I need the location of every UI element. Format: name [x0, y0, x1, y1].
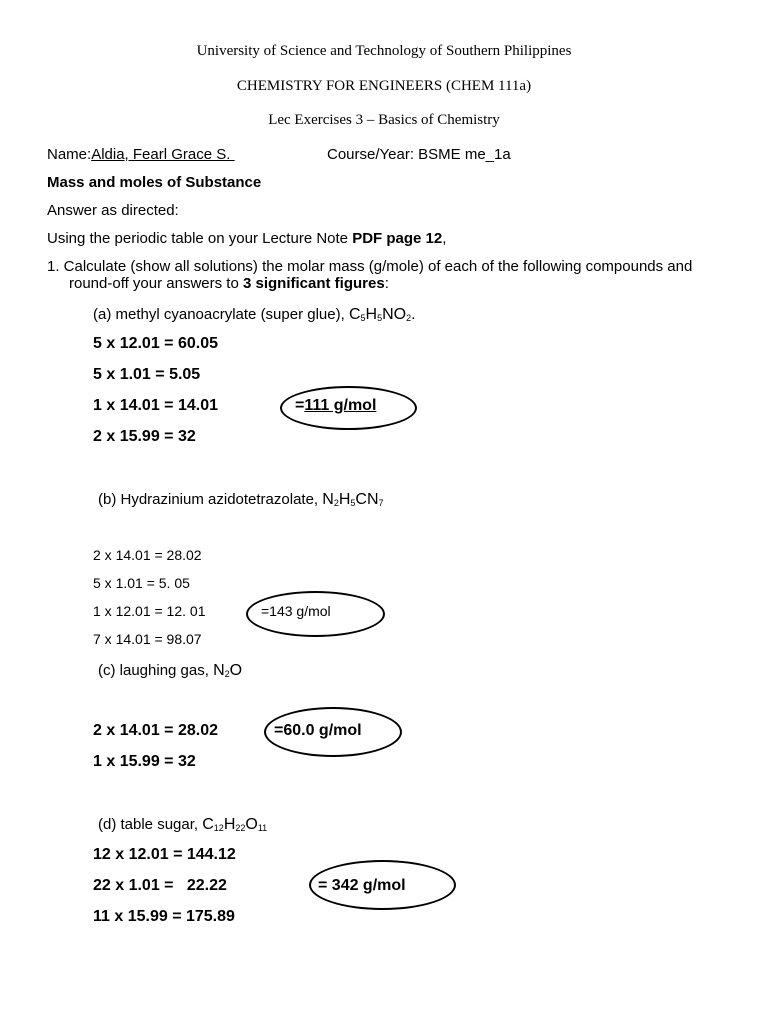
name-value: Aldia, Fearl Grace S. [91, 146, 231, 163]
course-year: Course/Year: BSME me_1a [327, 146, 511, 163]
part-d-answer: = 342 g/mol [318, 877, 406, 894]
using-text: Using the periodic table on your Lecture Note [47, 230, 353, 247]
part-a-answer-value: 111 g/mol [304, 397, 377, 414]
sig-figs: 3 significant figures [242, 275, 385, 292]
part-b-label [98, 491, 384, 509]
part-c-formula: $N_2O$ [213, 662, 243, 679]
part-b-line-1: 2 x 14.01 = 28.02 [93, 547, 202, 563]
part-d-text: (d) table sugar, [98, 816, 203, 833]
using-periodic-table [47, 230, 446, 247]
part-c-text: (c) laughing gas, [98, 662, 214, 679]
part-a-line-4: 2 x 15.99 = 32 [93, 428, 196, 445]
part-b-line-4: 7 x 14.01 = 98.07 [93, 631, 202, 647]
part-a-line-3: 1 x 14.01 = 14.01 [93, 397, 218, 414]
part-a-line-1: 5 x 12.01 = 60.05 [93, 335, 218, 352]
name-row [47, 146, 289, 163]
part-b-formula: $N_2H_5CN_7$ [322, 491, 384, 508]
part-a-label [93, 306, 416, 324]
part-b-line-2: 5 x 1.01 = 5. 05 [93, 575, 190, 591]
section-title: Mass and moles of Substance [47, 174, 262, 191]
question-1-line-1: 1. Calculate (show all solutions) the molar mass (g/mole) of each of the following compounds and [47, 258, 693, 275]
part-b-answer: =143 g/mol [261, 603, 331, 619]
part-a-formula: $C_5H_5NO_2$. [348, 306, 416, 323]
part-d-line-3: 11 x 15.99 = 175.89 [93, 908, 235, 925]
pdf-page-ref: PDF page 12 [352, 230, 443, 247]
part-c-label [98, 662, 242, 680]
part-a-answer [295, 397, 376, 415]
part-c-answer: =60.0 g/mol [274, 722, 362, 739]
exercise-title: Lec Exercises 3 – Basics of Chemistry [268, 112, 500, 128]
course-title: CHEMISTRY FOR ENGINEERS (CHEM 111a) [236, 78, 532, 94]
part-c-line-2: 1 x 15.99 = 32 [93, 753, 196, 770]
q1-suffix: : [384, 275, 389, 292]
q1-text: round-off your answers to [69, 275, 243, 292]
using-suffix: , [442, 230, 447, 247]
part-d-formula: $C_{12}H_{22}O_{11}$ [202, 816, 268, 833]
name-label: Name: [47, 146, 92, 163]
part-a-text: (a) methyl cyanoacrylate (super glue), [93, 306, 349, 323]
part-d-label [98, 816, 267, 834]
university-name: University of Science and Technology of Southern Philippines [196, 43, 572, 59]
question-1-line-2 [69, 275, 389, 292]
part-a-line-2: 5 x 1.01 = 5.05 [93, 366, 201, 383]
part-d-line-1: 12 x 12.01 = 144.12 [93, 846, 236, 863]
part-d-line-2: 22 x 1.01 = 22.22 [93, 877, 227, 894]
name-underline-filler [230, 146, 289, 163]
answer-directed: Answer as directed: [47, 202, 179, 219]
part-c-line-1: 2 x 14.01 = 28.02 [93, 722, 218, 739]
part-a-answer-eq: = [295, 397, 305, 414]
part-b-line-3: 1 x 12.01 = 12. 01 [93, 603, 206, 619]
part-b-text: (b) Hydrazinium azidotetrazolate, [98, 491, 323, 508]
